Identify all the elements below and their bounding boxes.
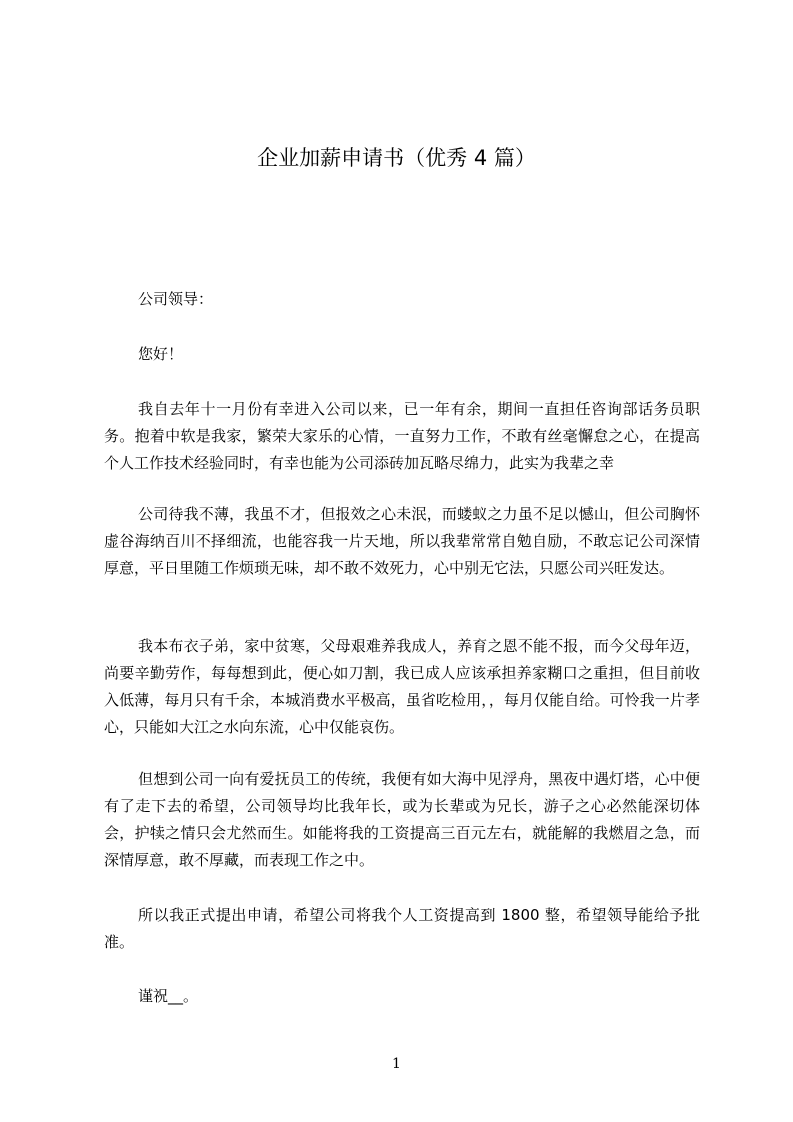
paragraph-5: 所以我正式提出申请，希望公司将我个人工资提高到 1800 整，希望领导能给予批准。 bbox=[104, 906, 700, 951]
paragraph-2: 公司待我不薄，我虽不才，但报效之心未泯，而蝼蚁之力虽不足以憾山，但公司胸怀虚谷海纳百川不择细流，也能容我一片天地，所以我辈常常自勉自励，不敢忘记公司深情厚意，平日里随工作烦琐无味，却不敢不效死力，心中别无它法，只愿公司兴旺发达。 bbox=[104, 505, 700, 577]
salutation: 公司领导： bbox=[138, 290, 214, 308]
paragraph-3: 我本布衣子弟，家中贫寒，父母艰难养我成人，养育之恩不能不报，而今父母年迈，尚要辛勤劳作，每每想到此，便心如刀割，我已成人应该承担养家糊口之重担，但目前收入低薄，每月只有千余，本城消费水平极高，虽省吃检用，，每月仅能自给。可怜我一片孝心，只能如大江之水向东流，心中仅能哀伤。 bbox=[104, 637, 700, 736]
page-number: 1 bbox=[392, 1056, 401, 1072]
closing-line: 谨祝__。 bbox=[138, 987, 199, 1005]
paragraph-1: 我自去年十一月份有幸进入公司以来，已一年有余，期间一直担任咨询部话务员职务。抱着中软是我家，繁荣大家乐的心情，一直努力工作，不敢有丝毫懈怠之心，在提高个人工作技术经验同时，有幸也能为公司添砖加瓦略尽绵力，此实为我辈之幸 bbox=[104, 400, 700, 472]
document-title: 企业加薪申请书（优秀 4 篇） bbox=[257, 146, 536, 170]
paragraph-4: 但想到公司一向有爱抚员工的传统，我便有如大海中见浮舟，黑夜中遇灯塔，心中便有了走下去的希望，公司领导均比我年长，或为长辈或为兄长，游子之心必然能深切体会，护犊之情只会尤然而生。如能将我的工资提高三百元左右，就能解的我燃眉之急，而深情厚意，敢不厚藏，而表现工作之中。 bbox=[104, 770, 700, 869]
greeting: 您好！ bbox=[138, 345, 184, 363]
